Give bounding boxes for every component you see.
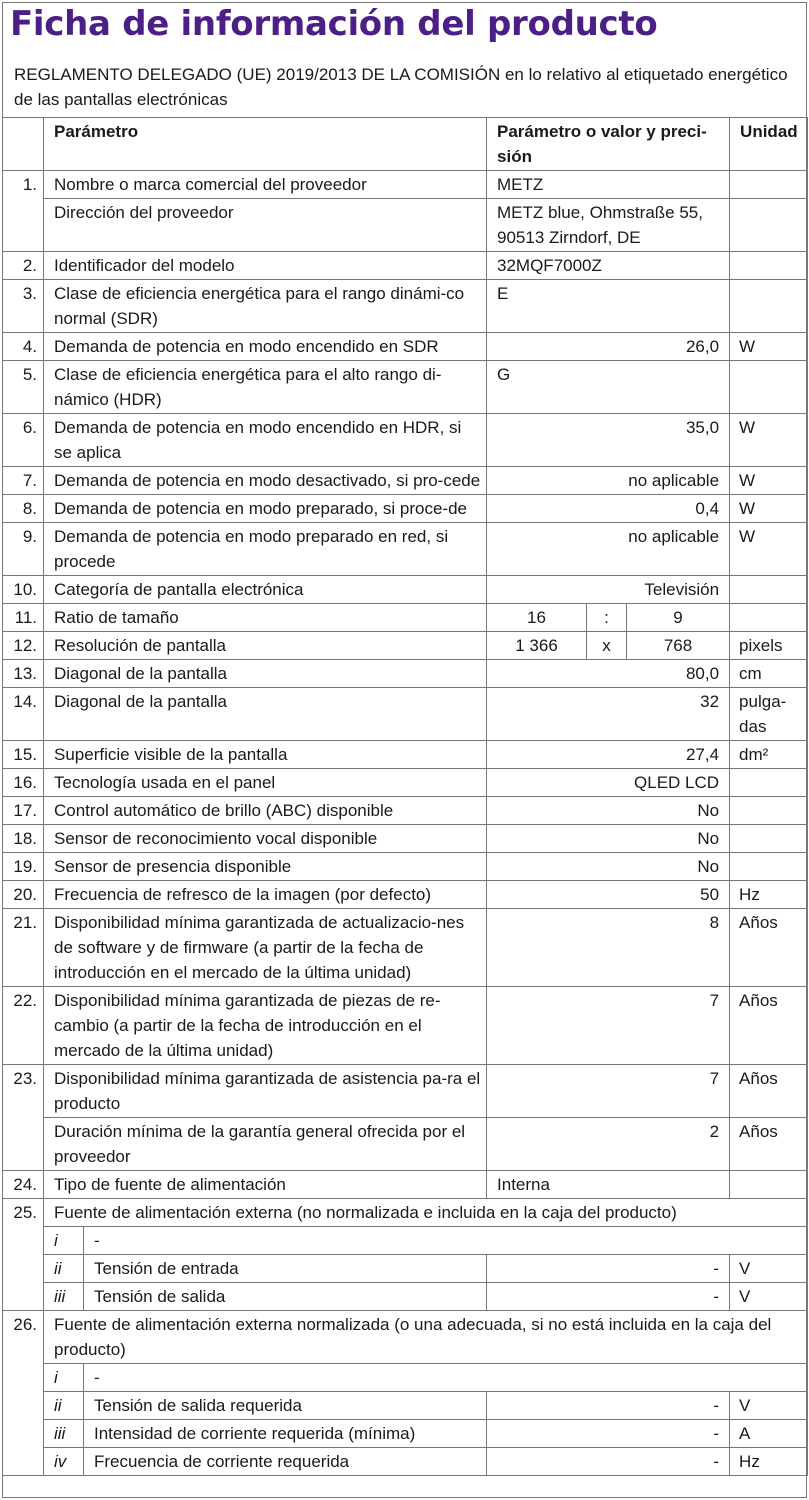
unit: Años [730,987,808,1065]
parameter-label: Tipo de fuente de alimentación [44,1171,487,1199]
row-number: 25. [3,1199,44,1311]
parameter-label: Demanda de potencia en modo preparado, si proce-de [44,495,487,523]
unit [730,199,808,252]
section-26-row-iii [3,1420,808,1448]
value-separator: x [587,632,627,660]
section-25-title-row [3,1199,808,1227]
row-number: 20. [3,881,44,909]
unit [730,280,808,333]
section-26-row-iv [3,1448,808,1476]
parameter-label: Demanda de potencia en modo preparado en red, si procede [44,523,487,576]
parameter-label: Categoría de pantalla electrónica [44,576,487,604]
unit: W [730,333,808,361]
table-row [3,769,808,797]
parameter-value: No [487,853,730,881]
table-row [3,576,808,604]
parameter-label: Dirección del proveedor [44,199,487,252]
row-number: 2. [3,252,44,280]
parameter-value: No [487,825,730,853]
unit [730,1171,808,1199]
sub-index: ii [44,1392,84,1420]
parameter-label: Resolución de pantalla [44,632,487,660]
unit: V [730,1255,808,1283]
section-title: Fuente de alimentación externa normalizada (o una adecuada, si no está incluida en la caja del producto) [44,1311,808,1364]
parameter-value: 8 [487,909,730,987]
unit: Hz [730,881,808,909]
parameter-label: Duración mínima de la garantía general ofrecida por el proveedor [44,1118,487,1171]
row-number [3,199,44,252]
row-number: 13. [3,660,44,688]
parameter-label: Nombre o marca comercial del proveedor [44,171,487,199]
unit: cm [730,660,808,688]
table-row [3,361,808,414]
parameter-value: 0,4 [487,495,730,523]
parameter-value: Televisión [487,576,730,604]
product-info-table [2,117,808,1476]
table-header-row [3,118,808,171]
section-25-row-ii [3,1255,808,1283]
table-row [3,333,808,361]
sub-index: iii [44,1283,84,1311]
parameter-label: Diagonal de la pantalla [44,688,487,741]
table-row [3,1118,808,1171]
value-separator: : [587,604,627,632]
unit: V [730,1392,808,1420]
row-number: 5. [3,361,44,414]
parameter-label: Intensidad de corriente requerida (mínima) [84,1420,487,1448]
parameter-value: G [487,361,730,414]
parameter-value: No [487,797,730,825]
table-row [3,495,808,523]
table-row [3,881,808,909]
section-25-row-iii [3,1283,808,1311]
unit: A [730,1420,808,1448]
parameter-label: - [84,1364,808,1392]
row-number: 4. [3,333,44,361]
table-row [3,252,808,280]
table-row [3,632,808,660]
parameter-label: Sensor de reconocimiento vocal disponible [44,825,487,853]
table-row [3,1171,808,1199]
unit: V [730,1283,808,1311]
table-row [3,414,808,467]
section-25-row-i [3,1227,808,1255]
unit [730,361,808,414]
parameter-label: Sensor de presencia disponible [44,853,487,881]
row-number: 18. [3,825,44,853]
parameter-value: 2 [487,1118,730,1171]
parameter-label: Tensión de entrada [84,1255,487,1283]
row-number: 14. [3,688,44,741]
parameter-value: - [487,1255,730,1283]
parameter-value: no aplicable [487,523,730,576]
unit [730,825,808,853]
header-unit: Unidad [730,118,808,171]
parameter-value: Interna [487,1171,730,1199]
parameter-label: Superficie visible de la pantalla [44,741,487,769]
parameter-label: Control automático de brillo (ABC) disponible [44,797,487,825]
row-number: 1. [3,171,44,199]
parameter-label: - [84,1227,808,1255]
unit: W [730,495,808,523]
row-number: 12. [3,632,44,660]
row-number: 19. [3,853,44,881]
unit: pulga-das [730,688,808,741]
page-title: Ficha de información del producto [10,4,658,44]
unit [730,604,808,632]
regulation-subtitle: REGLAMENTO DELEGADO (UE) 2019/2013 DE LA COMISIÓN en lo relativo al etiquetado energético de las pantallas electrónicas [14,65,788,109]
row-number: 16. [3,769,44,797]
table-row [3,688,808,741]
parameter-value: 80,0 [487,660,730,688]
parameter-value: 32 [487,688,730,741]
row-number: 21. [3,909,44,987]
unit: dm² [730,741,808,769]
unit: W [730,467,808,495]
parameter-label: Diagonal de la pantalla [44,660,487,688]
table-row [3,797,808,825]
unit [730,797,808,825]
unit: Hz [730,1448,808,1476]
parameter-label: Clase de eficiencia energética para el alto rango di-námico (HDR) [44,361,487,414]
parameter-value: 50 [487,881,730,909]
parameter-value: 27,4 [487,741,730,769]
parameter-label: Ratio de tamaño [44,604,487,632]
parameter-label: Disponibilidad mínima garantizada de asistencia pa-ra el producto [44,1065,487,1118]
sub-index: iii [44,1420,84,1448]
parameter-value: 26,0 [487,333,730,361]
unit: W [730,414,808,467]
parameter-label: Tensión de salida [84,1283,487,1311]
row-number [3,1118,44,1171]
parameter-value: E [487,280,730,333]
row-number: 10. [3,576,44,604]
sub-index: ii [44,1255,84,1283]
unit [730,252,808,280]
unit [730,853,808,881]
row-number: 9. [3,523,44,576]
parameter-value: METZ blue, Ohmstraße 55, 90513 Zirndorf, DE [487,199,730,252]
unit [730,769,808,797]
table-row [3,853,808,881]
row-number: 8. [3,495,44,523]
table-row [3,987,808,1065]
table-row [3,199,808,252]
section-title: Fuente de alimentación externa (no normalizada e incluida en la caja del producto) [44,1199,808,1227]
section-26-row-i [3,1364,808,1392]
header-parameter: Parámetro [44,118,487,171]
parameter-value: 7 [487,1065,730,1118]
parameter-label: Tensión de salida requerida [84,1392,487,1420]
parameter-value: 7 [487,987,730,1065]
row-number: 3. [3,280,44,333]
value-part-b: 768 [627,632,730,660]
sub-index: i [44,1227,84,1255]
table-row [3,1065,808,1118]
parameter-label: Clase de eficiencia energética para el rango dinámi-co normal (SDR) [44,280,487,333]
unit: Años [730,1065,808,1118]
unit: Años [730,909,808,987]
unit: Años [730,1118,808,1171]
parameter-value: - [487,1420,730,1448]
parameter-value: - [487,1392,730,1420]
table-row [3,660,808,688]
table-row [3,909,808,987]
unit: pixels [730,632,808,660]
sub-index: iv [44,1448,84,1476]
table-row [3,171,808,199]
parameter-value: - [487,1448,730,1476]
table-row [3,523,808,576]
row-number: 22. [3,987,44,1065]
parameter-label: Frecuencia de corriente requerida [84,1448,487,1476]
parameter-value: no aplicable [487,467,730,495]
table-row [3,741,808,769]
parameter-label: Demanda de potencia en modo encendido en HDR, si se aplica [44,414,487,467]
parameter-value: - [487,1283,730,1311]
parameter-label: Disponibilidad mínima garantizada de actualizacio-nes de software y de firmware (a partir de la fecha de introducción en el mercado de la última unidad) [44,909,487,987]
table-row [3,604,808,632]
table-row [3,280,808,333]
parameter-value: 32MQF7000Z [487,252,730,280]
row-number: 24. [3,1171,44,1199]
parameter-label: Identificador del modelo [44,252,487,280]
value-part-a: 16 [487,604,587,632]
section-26-row-ii [3,1392,808,1420]
row-number: 23. [3,1065,44,1118]
parameter-value: METZ [487,171,730,199]
sub-index: i [44,1364,84,1392]
value-part-b: 9 [627,604,730,632]
unit [730,576,808,604]
parameter-label: Demanda de potencia en modo encendido en SDR [44,333,487,361]
row-number: 6. [3,414,44,467]
section-26-title-row [3,1311,808,1364]
parameter-label: Demanda de potencia en modo desactivado, si pro-cede [44,467,487,495]
parameter-label: Disponibilidad mínima garantizada de piezas de re-cambio (a partir de la fecha de introducción en el mercado de la última unidad) [44,987,487,1065]
row-number: 26. [3,1311,44,1476]
parameter-label: Tecnología usada en el panel [44,769,487,797]
value-part-a: 1 366 [487,632,587,660]
parameter-value: QLED LCD [487,769,730,797]
row-number: 11. [3,604,44,632]
unit [730,171,808,199]
row-number: 7. [3,467,44,495]
parameter-label: Frecuencia de refresco de la imagen (por defecto) [44,881,487,909]
table-row [3,825,808,853]
header-value: Parámetro o valor y preci-sión [487,118,730,171]
table-row [3,467,808,495]
unit: W [730,523,808,576]
row-number: 15. [3,741,44,769]
row-number: 17. [3,797,44,825]
parameter-value: 35,0 [487,414,730,467]
